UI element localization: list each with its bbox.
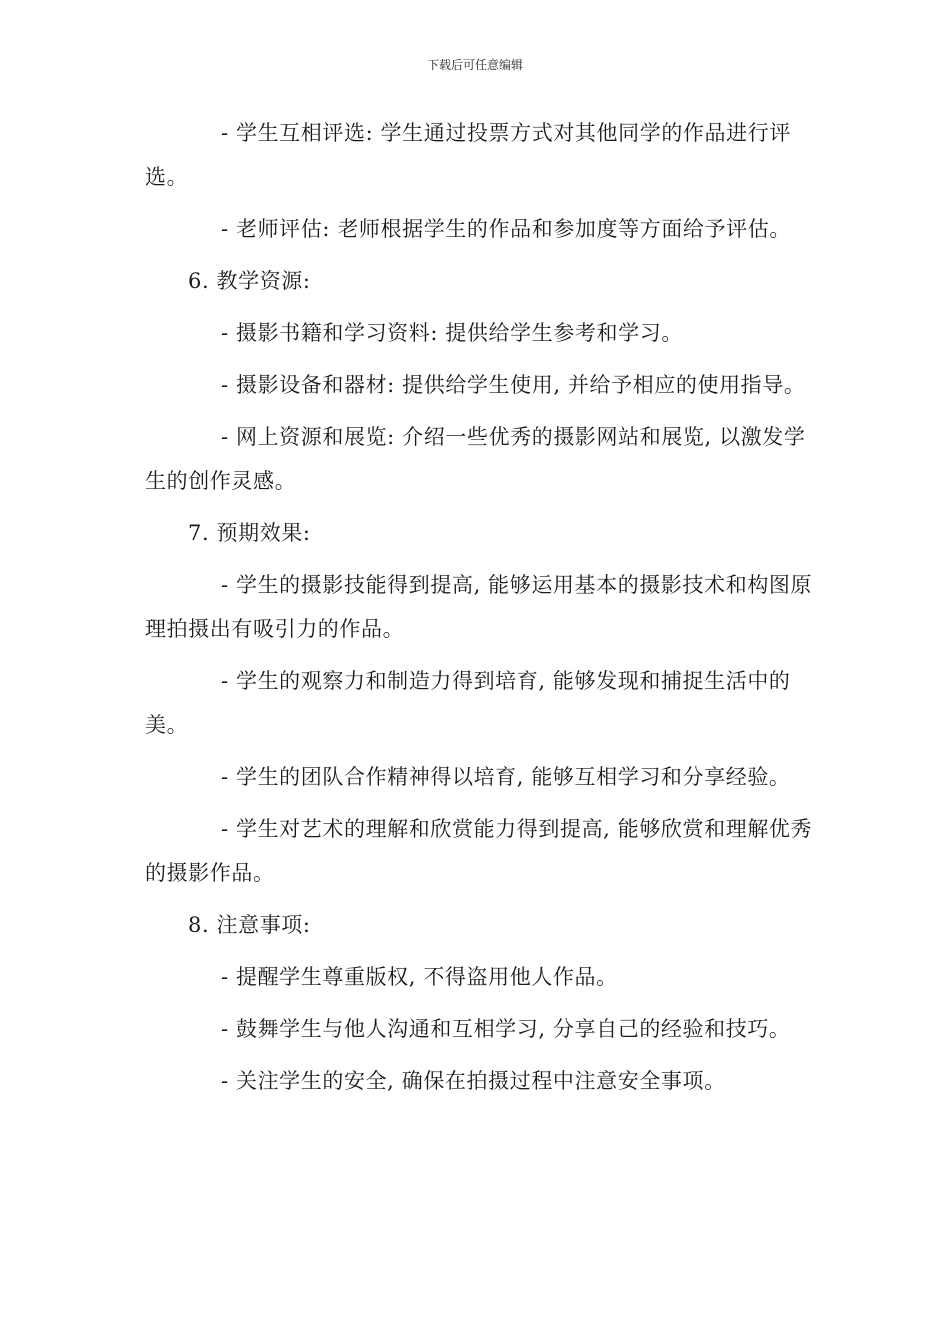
page-header-note: 下载后可任意编辑 [426, 58, 523, 72]
paragraph-art-appreciation: - 学生对艺术的理解和欣赏能力得到提高, 能够欣赏和理解优秀的摄影作品。 [145, 817, 813, 885]
paragraph-peer-review: - 学生互相评选: 学生通过投票方式对其他同学的作品进行评选。 [145, 121, 791, 189]
paragraph-copyright: - 提醒学生尊重版权, 不得盗用他人作品。 [221, 965, 618, 989]
paragraph-books-materials: - 摄影书籍和学习资料: 提供给学生参考和学习。 [221, 321, 683, 345]
paragraph-teacher-assessment: - 老师评估: 老师根据学生的作品和参加度等方面给予评估。 [221, 217, 791, 241]
paragraph-observation: - 学生的观察力和制造力得到培育, 能够发现和捕捉生活中的美。 [145, 669, 791, 737]
paragraph-skills-improved: - 学生的摄影技能得到提高, 能够运用基本的摄影技术和构图原理拍摄出有吸引力的作品。 [145, 573, 813, 641]
paragraph-teamwork: - 学生的团队合作精神得以培育, 能够互相学习和分享经验。 [221, 765, 791, 789]
section-heading-precautions: 8. 注意事项: [188, 913, 311, 937]
paragraph-online-resources: - 网上资源和展览: 介绍一些优秀的摄影网站和展览, 以激发学生的创作灵感。 [145, 425, 806, 493]
document-body [145, 111, 825, 1111]
section-heading-teaching-resources: 6. 教学资源: [188, 269, 311, 293]
paragraph-safety: - 关注学生的安全, 确保在拍摄过程中注意安全事项。 [221, 1069, 726, 1093]
paragraph-communication: - 鼓舞学生与他人沟通和互相学习, 分享自己的经验和技巧。 [221, 1017, 791, 1041]
paragraph-equipment: - 摄影设备和器材: 提供给学生使用, 并给予相应的使用指导。 [221, 373, 806, 397]
section-heading-expected-results: 7. 预期效果: [188, 521, 311, 545]
